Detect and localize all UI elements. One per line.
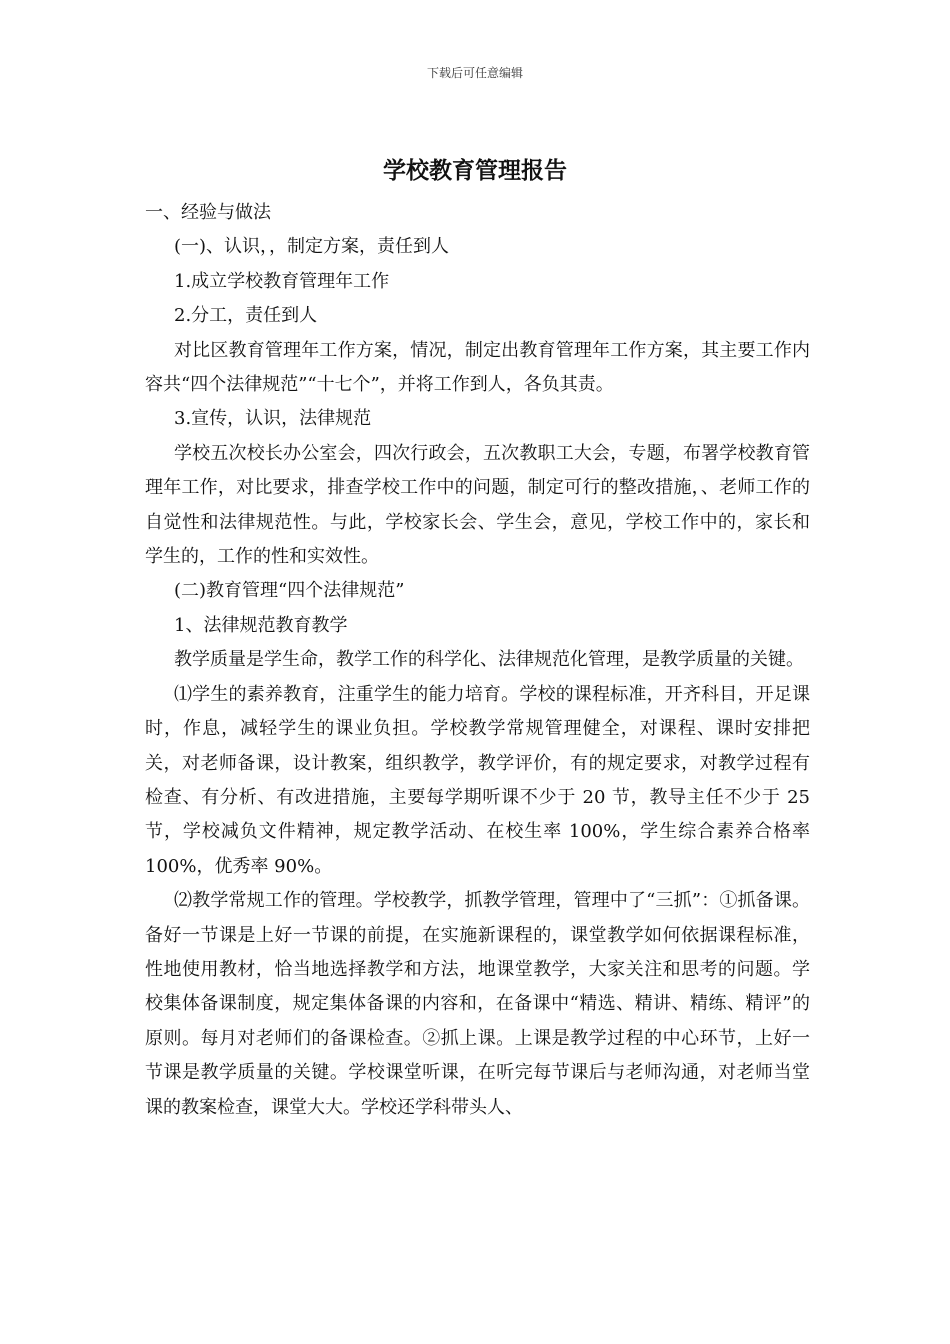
paragraph: 一、经验与做法 — [145, 202, 271, 223]
paragraph: (二)教育管理“四个法律规范” — [174, 580, 405, 602]
paragraph: 1.成立学校教育管理年工作 — [174, 270, 390, 292]
document-body — [145, 196, 810, 1125]
page-header: 下载后可任意编辑 — [426, 66, 523, 80]
paragraph: ⑵教学常规工作的管理。学校教学，抓教学管理，管理中了“三抓”：①抓备课。备好一节课是上好一节课的前提，在实施新课程的，课堂教学如何依据课程标准，性地使用教材，恰当地选择教学和方法，地课堂教学，大家关注和思考的问题。学校集体备课制度，规定集体备课的内容和，在备课中“精选、精讲、精练、精评”的原则。每月对老师们的备课检查。②抓上课。上课是教学过程的中心环节，上好一节课是教学质量的关键。学校课堂听课，在听完每节课后与老师沟通，对老师当堂课的教案检查，课堂大大。学校还学科带头人、 — [145, 890, 810, 1118]
paragraph: 3.宣传，认识，法律规范 — [174, 408, 372, 430]
paragraph: 教学质量是学生命，教学工作的科学化、法律规范化管理，是教学质量的关键。 — [174, 649, 804, 671]
paragraph: 1、法律规范教育教学 — [174, 614, 348, 636]
paragraph: (一)、认识，，制定方案，责任到人 — [174, 236, 450, 258]
document-title: 学校教育管理报告 — [383, 158, 567, 184]
paragraph: 对比区教育管理年工作方案，情况，制定出教育管理年工作方案，其主要工作内容共“四个法律规范”“十七个”，并将工作到人，各负其责。 — [145, 339, 810, 396]
paragraph: 学校五次校长办公室会，四次行政会，五次教职工大会，专题，布署学校教育管理年工作，对比要求，排查学校工作中的问题，制定可行的整改措施，、老师工作的自觉性和法律规范性。与此，学校家长会、学生会，意见，学校工作中的，家长和学生的，工作的性和实效性。 — [145, 442, 810, 568]
paragraph: 2.分工，责任到人 — [174, 305, 318, 327]
paragraph: ⑴学生的素养教育，注重学生的能力培育。学校的课程标准，开齐科目，开足课时，作息，减轻学生的课业负担。学校教学常规管理健全，对课程、课时安排把关，对老师备课，设计教案，组织教学，教学评价，有的规定要求，对教学过程有检查、有分析、有改进措施，主要每学期听课不少于 20 节，教导主任不少于 25 节，学校减负文件精神，规定教学活动、在校生率 100%，学生综合素养合格率 100%，优秀率 90%。 — [145, 683, 810, 877]
